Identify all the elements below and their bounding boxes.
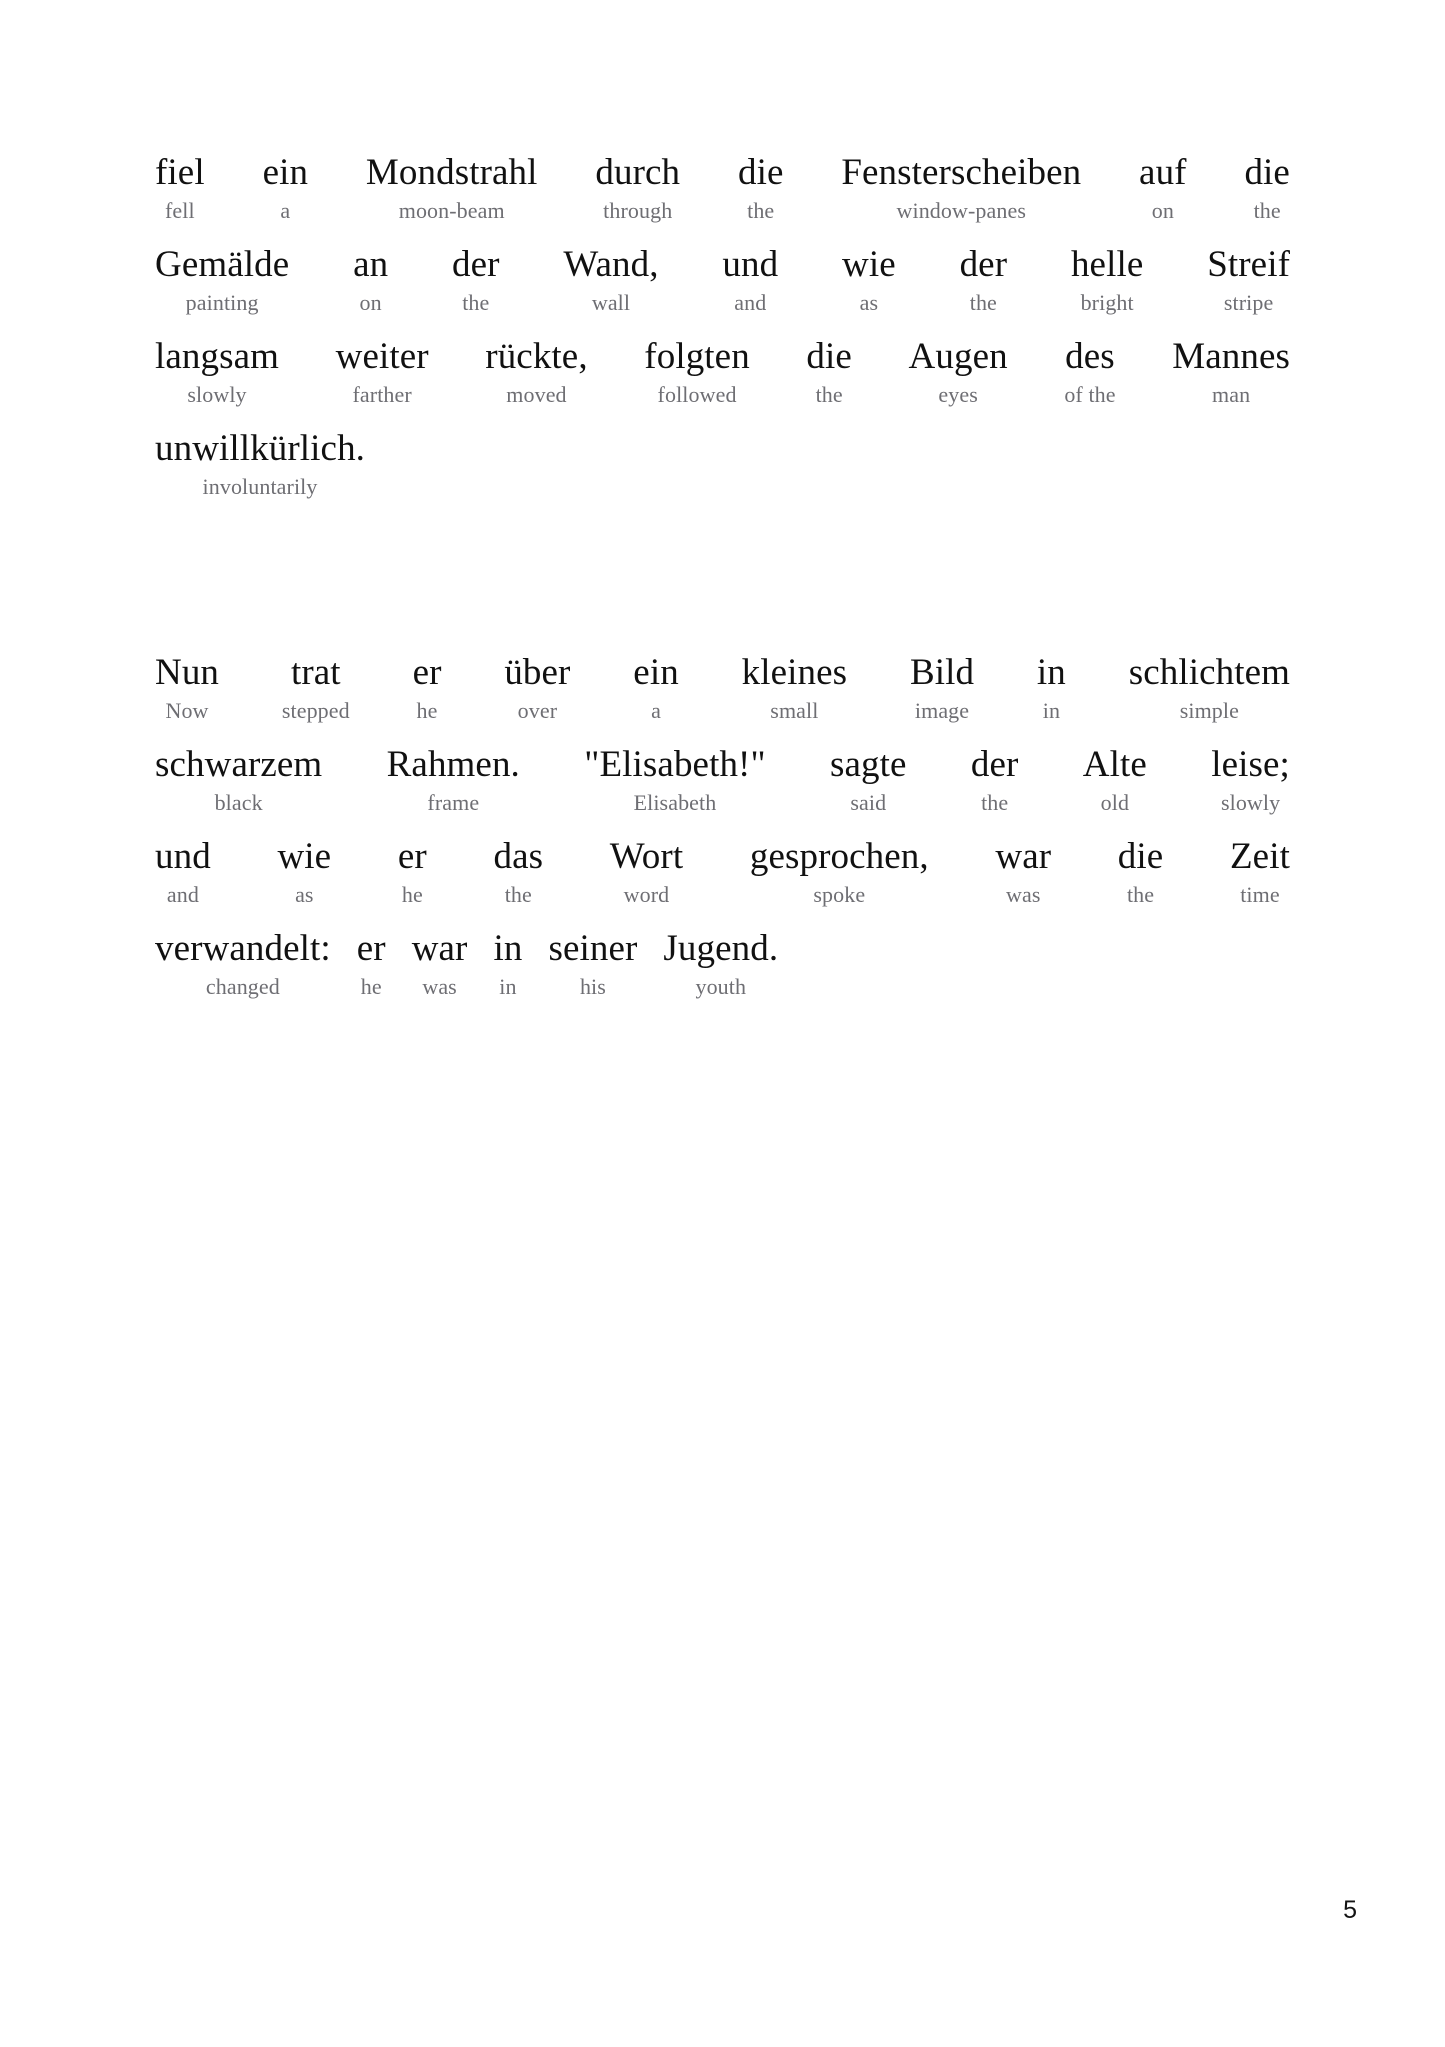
gloss-word: over xyxy=(517,698,558,723)
word-pair[interactable] xyxy=(353,246,388,314)
word-pair[interactable] xyxy=(398,838,427,906)
paragraph xyxy=(155,130,1290,498)
gloss-word: time xyxy=(1240,882,1280,907)
gloss-word: man xyxy=(1212,382,1251,407)
source-word: Zeit xyxy=(1229,836,1290,877)
word-pair[interactable] xyxy=(722,246,778,314)
source-word: fiel xyxy=(155,152,205,193)
word-pair[interactable] xyxy=(1139,154,1187,222)
word-pair[interactable] xyxy=(155,430,365,498)
source-word: Wand, xyxy=(563,244,659,285)
source-word: verwandelt: xyxy=(155,928,331,969)
word-pair[interactable] xyxy=(806,338,852,406)
source-word: schwarzem xyxy=(155,744,323,785)
word-pair[interactable] xyxy=(387,746,520,814)
word-pair[interactable] xyxy=(663,930,778,998)
word-pair[interactable] xyxy=(1037,654,1066,722)
word-pair[interactable] xyxy=(336,338,429,406)
word-pair[interactable] xyxy=(563,246,658,314)
source-word: die xyxy=(1117,836,1164,877)
gloss-word: as xyxy=(295,882,314,907)
gloss-word: the xyxy=(747,198,775,223)
source-word: Mondstrahl xyxy=(365,152,538,193)
source-word: durch xyxy=(595,152,681,193)
gloss-word: black xyxy=(214,790,263,815)
gloss-word: simple xyxy=(1179,698,1239,723)
source-word: Nun xyxy=(155,652,220,693)
gloss-word: in xyxy=(1042,698,1061,723)
word-pair[interactable] xyxy=(493,930,522,998)
word-pair[interactable] xyxy=(830,746,907,814)
word-pair[interactable] xyxy=(282,654,350,722)
source-word: die xyxy=(806,336,852,377)
source-word: auf xyxy=(1139,152,1187,193)
source-word: unwillkürlich. xyxy=(155,428,366,469)
gloss-word: was xyxy=(422,974,457,999)
gloss-word: involuntarily xyxy=(202,474,318,499)
interlinear-line xyxy=(155,314,1290,406)
word-pair[interactable] xyxy=(644,338,750,406)
word-pair[interactable] xyxy=(910,654,974,722)
gloss-word: small xyxy=(770,698,819,723)
gloss-word: in xyxy=(499,974,517,999)
word-pair[interactable] xyxy=(1064,338,1115,406)
word-pair[interactable] xyxy=(1172,338,1290,406)
source-word: und xyxy=(722,244,779,285)
source-word: ein xyxy=(262,152,309,193)
interlinear-line xyxy=(155,222,1290,314)
gloss-word: of the xyxy=(1064,382,1116,407)
interlinear-line xyxy=(155,906,1290,998)
gloss-word: image xyxy=(914,698,970,723)
source-word: an xyxy=(353,244,389,285)
word-pair[interactable] xyxy=(155,838,211,906)
source-word: über xyxy=(504,652,571,693)
source-word: Fensterscheiben xyxy=(841,152,1082,193)
gloss-word: eyes xyxy=(938,382,978,407)
gloss-word: his xyxy=(579,974,606,999)
source-word: war xyxy=(411,928,468,969)
gloss-word: the xyxy=(815,382,843,407)
word-pair[interactable] xyxy=(412,930,468,998)
word-pair[interactable] xyxy=(1071,246,1143,314)
gloss-word: he xyxy=(416,698,438,723)
gloss-word: the xyxy=(981,790,1009,815)
word-pair[interactable] xyxy=(413,654,442,722)
page-number: 5 xyxy=(1343,1896,1357,1924)
gloss-word: on xyxy=(1151,198,1174,223)
source-word: er xyxy=(397,836,427,877)
source-word: er xyxy=(356,928,386,969)
word-pair[interactable] xyxy=(452,246,500,314)
source-word: war xyxy=(995,836,1052,877)
source-word: des xyxy=(1065,336,1115,377)
gloss-word: word xyxy=(623,882,670,907)
gloss-word: spoke xyxy=(813,882,866,907)
gloss-word: slowly xyxy=(187,382,247,407)
gloss-word: fell xyxy=(165,198,195,223)
word-pair[interactable] xyxy=(155,746,322,814)
interlinear-line xyxy=(155,630,1290,722)
gloss-word: through xyxy=(603,198,673,223)
gloss-word: stripe xyxy=(1223,290,1274,315)
word-pair[interactable] xyxy=(633,654,679,722)
gloss-word: was xyxy=(1006,882,1041,907)
word-pair[interactable] xyxy=(155,154,205,222)
word-pair[interactable] xyxy=(155,654,219,722)
source-word: der xyxy=(452,244,500,285)
source-word: kleines xyxy=(741,652,848,693)
interlinear-line xyxy=(155,130,1290,222)
word-pair[interactable] xyxy=(750,838,929,906)
word-pair[interactable] xyxy=(1118,838,1164,906)
source-word: Bild xyxy=(909,652,975,693)
gloss-word: slowly xyxy=(1220,790,1281,815)
word-pair[interactable] xyxy=(1083,746,1147,814)
word-pair[interactable] xyxy=(277,838,331,906)
source-word: die xyxy=(737,152,784,193)
word-pair[interactable] xyxy=(504,654,570,722)
source-word: Mannes xyxy=(1172,336,1290,377)
word-pair[interactable] xyxy=(960,246,1008,314)
word-pair[interactable] xyxy=(995,838,1051,906)
source-word: Gemälde xyxy=(155,244,290,285)
paragraph xyxy=(155,630,1290,998)
source-word: "Elisabeth!" xyxy=(584,744,766,785)
word-pair[interactable] xyxy=(595,154,680,222)
gloss-word: wall xyxy=(591,290,631,315)
source-word: rückte, xyxy=(485,336,588,377)
gloss-word: on xyxy=(359,290,382,315)
word-pair[interactable] xyxy=(909,338,1008,406)
gloss-word: painting xyxy=(185,290,259,315)
source-word: trat xyxy=(290,652,341,693)
source-word: Jugend. xyxy=(663,928,779,969)
word-pair[interactable] xyxy=(738,154,784,222)
source-word: und xyxy=(155,836,211,877)
gloss-word: and xyxy=(734,290,767,315)
word-pair[interactable] xyxy=(155,930,331,998)
gloss-word: window-panes xyxy=(896,198,1027,223)
source-word: in xyxy=(1036,652,1066,693)
interlinear-line xyxy=(155,406,1290,498)
source-word: das xyxy=(493,836,544,877)
source-word: helle xyxy=(1070,244,1144,285)
source-word: leise; xyxy=(1211,744,1290,785)
source-word: langsam xyxy=(155,336,280,377)
gloss-word: farther xyxy=(352,382,412,407)
word-pair[interactable] xyxy=(1244,154,1290,222)
word-pair[interactable] xyxy=(971,746,1019,814)
source-word: Rahmen. xyxy=(386,744,520,785)
gloss-word: Elisabeth xyxy=(633,790,717,815)
source-word: folgten xyxy=(644,336,750,377)
gloss-word: the xyxy=(969,290,997,315)
gloss-word: Now xyxy=(165,698,209,723)
gloss-word: said xyxy=(850,790,887,815)
word-pair[interactable] xyxy=(485,338,587,406)
word-pair[interactable] xyxy=(357,930,386,998)
word-pair[interactable] xyxy=(841,154,1081,222)
gloss-word: he xyxy=(360,974,382,999)
word-pair[interactable] xyxy=(155,338,279,406)
source-word: Wort xyxy=(609,836,684,877)
word-pair[interactable] xyxy=(1230,838,1290,906)
gloss-word: bright xyxy=(1080,290,1134,315)
gloss-word: as xyxy=(859,290,879,315)
source-word: der xyxy=(970,744,1019,785)
source-word: er xyxy=(412,652,442,693)
gloss-word: stepped xyxy=(281,698,350,723)
word-pair[interactable] xyxy=(1211,746,1290,814)
word-pair[interactable] xyxy=(1207,246,1290,314)
gloss-word: followed xyxy=(657,382,737,407)
gloss-word: and xyxy=(166,882,199,907)
word-pair[interactable] xyxy=(584,746,765,814)
gloss-word: changed xyxy=(205,974,280,999)
source-word: seiner xyxy=(548,928,638,969)
word-pair[interactable] xyxy=(1129,654,1290,722)
word-pair[interactable] xyxy=(493,838,543,906)
word-pair[interactable] xyxy=(842,246,896,314)
gloss-word: the xyxy=(462,290,490,315)
source-word: gesprochen, xyxy=(749,836,929,877)
gloss-word: old xyxy=(1100,790,1130,815)
gloss-word: the xyxy=(1253,198,1281,223)
interlinear-line xyxy=(155,722,1290,814)
source-word: wie xyxy=(277,836,332,877)
gloss-word: the xyxy=(1126,882,1155,907)
gloss-word: frame xyxy=(427,790,480,815)
source-word: schlichtem xyxy=(1128,652,1290,693)
gloss-word: moon-beam xyxy=(398,198,505,223)
source-word: Alte xyxy=(1082,744,1147,785)
word-pair[interactable] xyxy=(610,838,683,906)
word-pair[interactable] xyxy=(742,654,848,722)
word-pair[interactable] xyxy=(366,154,538,222)
source-word: der xyxy=(959,244,1008,285)
source-word: weiter xyxy=(335,336,429,377)
source-word: Streif xyxy=(1207,244,1290,285)
gloss-word: a xyxy=(280,198,291,223)
source-word: Augen xyxy=(908,336,1008,377)
interlinear-text-body xyxy=(155,130,1290,998)
gloss-word: moved xyxy=(506,382,567,407)
source-word: wie xyxy=(842,244,896,285)
interlinear-line xyxy=(155,814,1290,906)
word-pair[interactable] xyxy=(263,154,309,222)
gloss-word: a xyxy=(651,698,661,723)
source-word: in xyxy=(493,928,523,969)
gloss-word: he xyxy=(401,882,423,907)
word-pair[interactable] xyxy=(155,246,289,314)
word-pair[interactable] xyxy=(548,930,637,998)
gloss-word: youth xyxy=(695,974,747,999)
source-word: die xyxy=(1244,152,1290,193)
source-word: sagte xyxy=(830,744,907,785)
gloss-word: the xyxy=(504,882,532,907)
source-word: ein xyxy=(633,652,679,693)
